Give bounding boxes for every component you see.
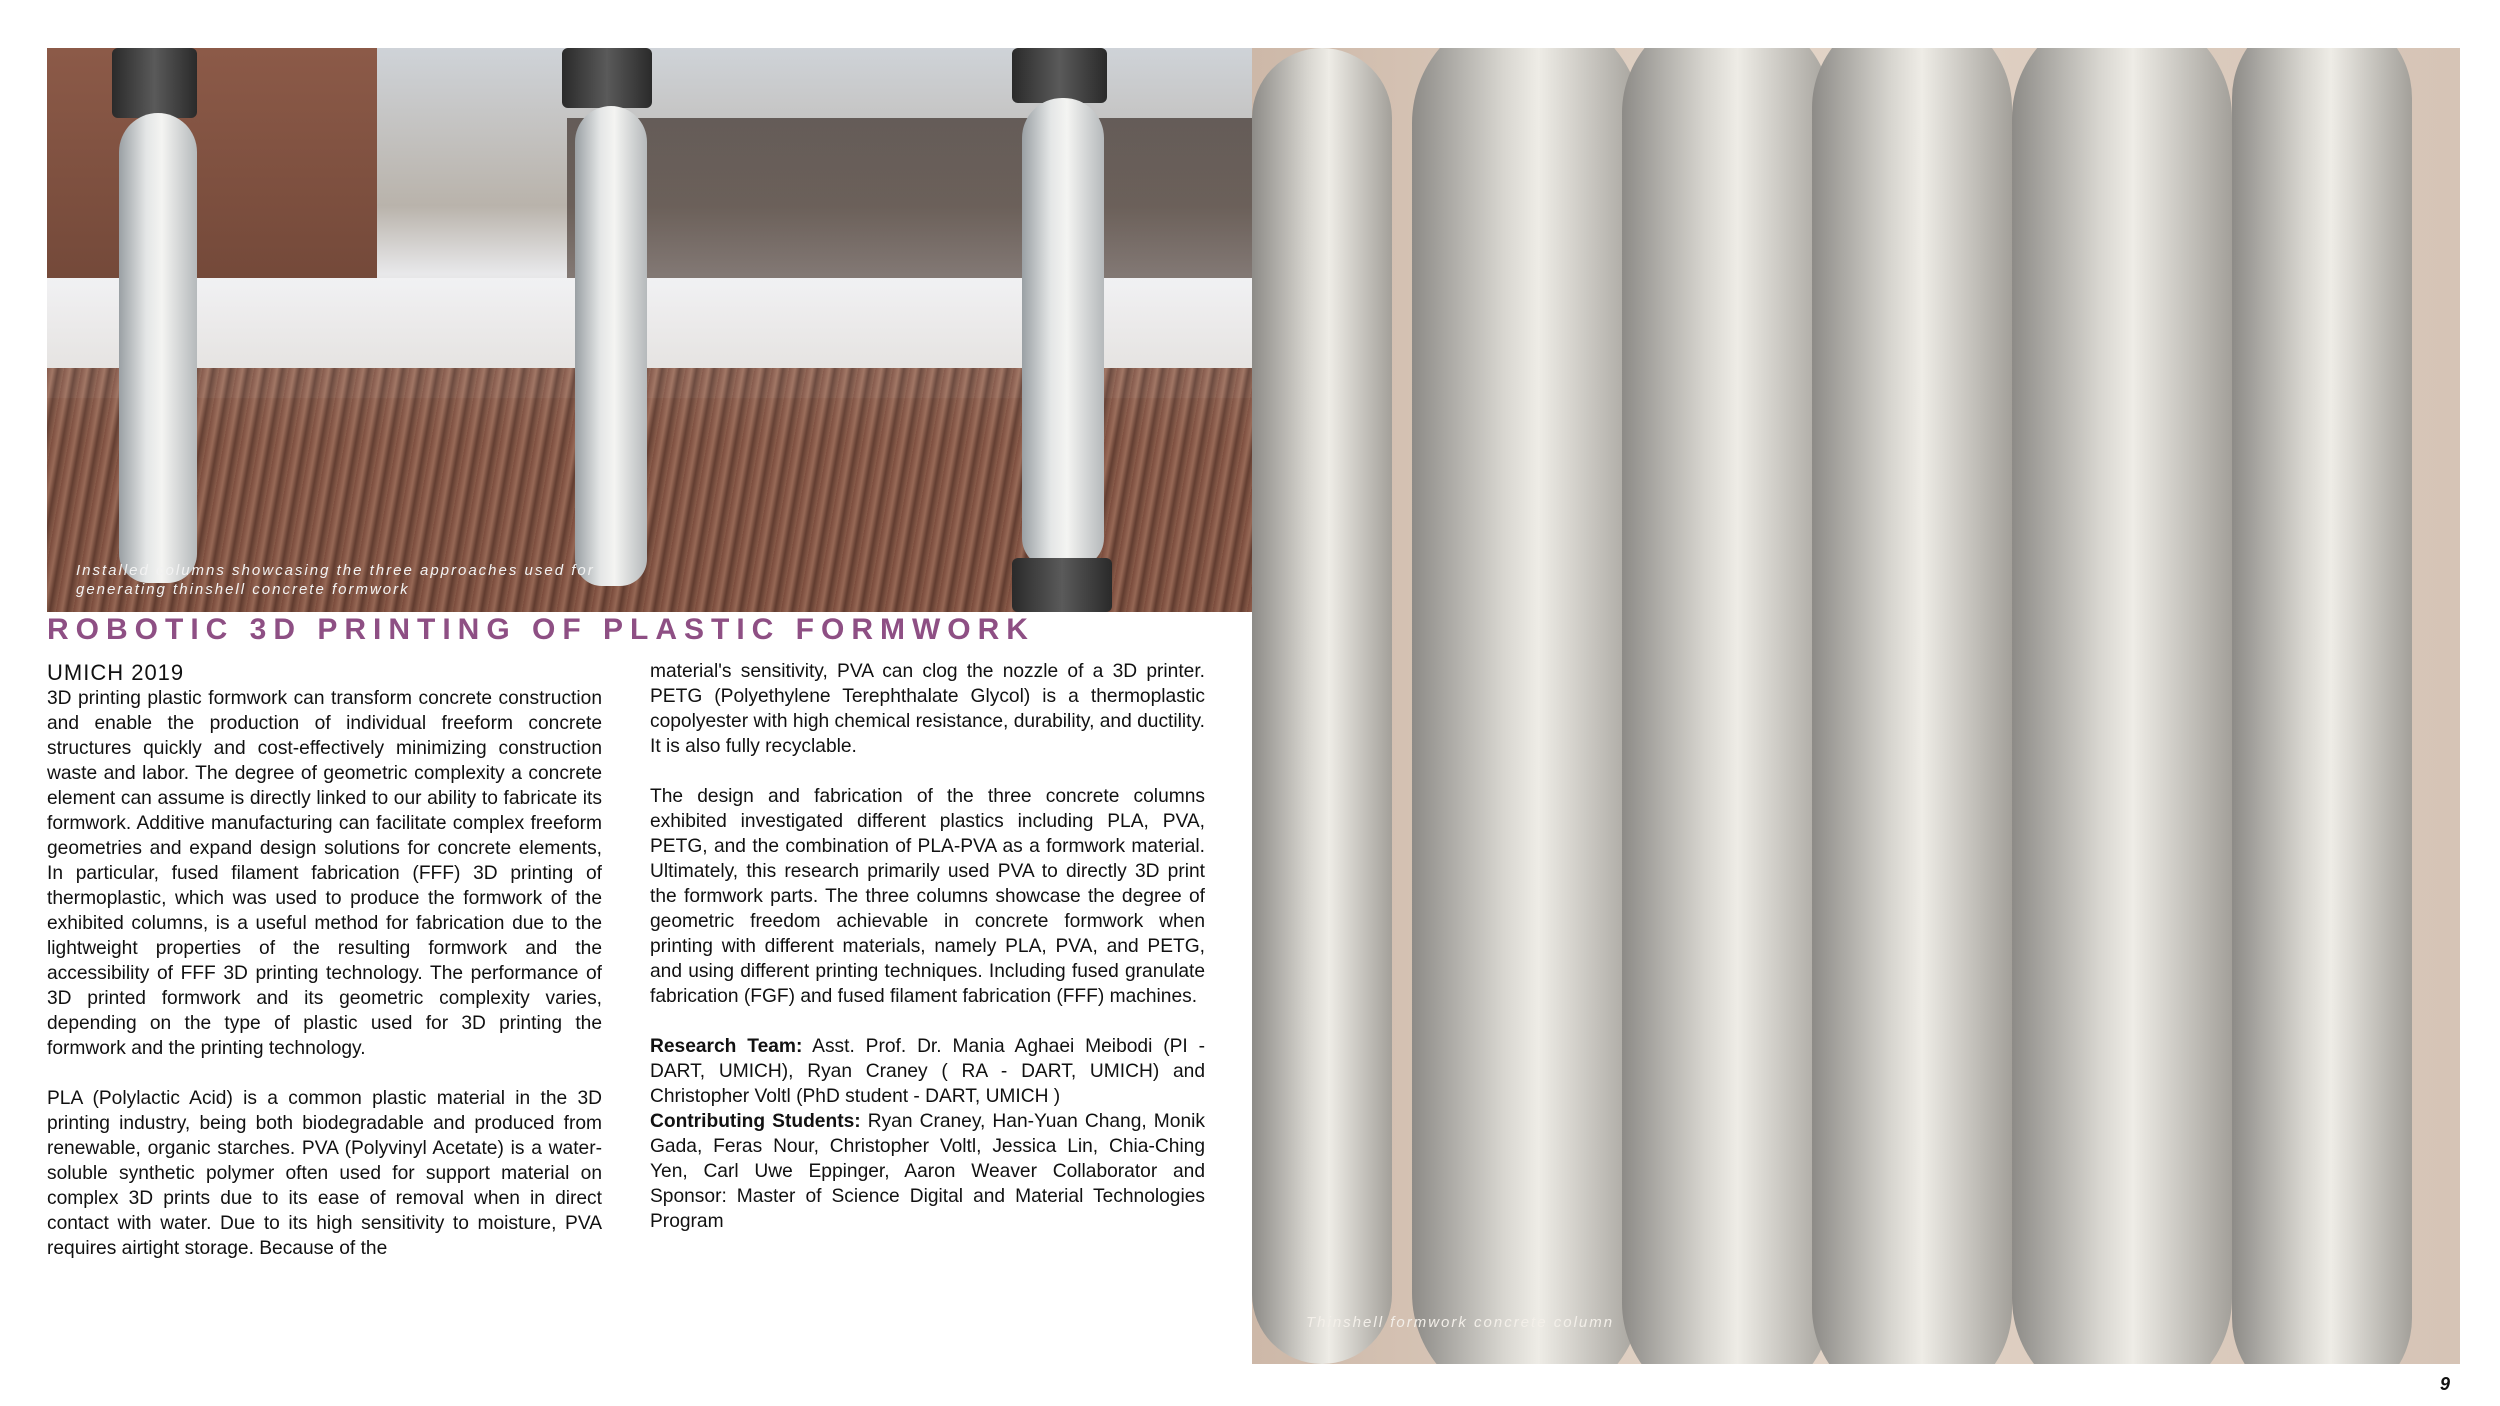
credits <box>650 1034 1205 1234</box>
concrete-strand <box>2012 48 2232 1364</box>
article-title: ROBOTIC 3D PRINTING OF PLASTIC FORMWORK <box>47 613 1035 646</box>
right-text-column <box>650 659 1205 1234</box>
concrete-strand <box>1252 48 1392 1364</box>
column-cap-2 <box>562 48 652 108</box>
thinshell-column-photo <box>1252 48 2460 1364</box>
column-cap-1 <box>112 48 197 118</box>
concrete-column-1 <box>119 113 197 583</box>
concrete-strand <box>1812 48 2012 1364</box>
right-photo-caption: Thinshell formwork concrete column <box>1306 1314 1615 1331</box>
paragraph: PLA (Polylactic Acid) is a common plastic material in the 3D printing industry, being both biodegradable and produced from renewable, organic starches. PVA (Polyvinyl Acetate) is a water-soluble synthetic polymer often used for support material on complex 3D prints due to its ease of removal when in direct contact with water. Due to its high sensitivity to moisture, PVA requires airtight storage. Because of the <box>47 1088 602 1259</box>
paragraph: material's sensitivity, PVA can clog the nozzle of a 3D printer. PETG (Polyethylene Terephthalate Glycol) is a thermoplastic copolyester with high chemical resistance, durability, and ductility. It is also fully recyclable. <box>650 661 1205 757</box>
students-text: Ryan Craney, Han-Yuan Chang, Monik Gada, Feras Nour, Christopher Voltl, Jessica Lin, Chia-Ching Yen, Carl Uwe Eppinger, Aaron Weaver Collaborator and Sponsor: Master of Science Digital and Material Technologies Program <box>650 1111 1205 1232</box>
article-subtitle: UMICH 2019 <box>47 660 185 685</box>
concrete-strand <box>2232 48 2412 1364</box>
installed-columns-photo <box>47 48 1254 612</box>
paragraph: 3D printing plastic formwork can transform concrete construction and enable the production of individual freeform concrete structures quickly and cost-effectively minimizing construction waste and labor. The degree of geometric complexity a concrete element can assume is directly linked to our ability to fabricate its formwork. Additive manufacturing can facilitate complex freeform geometries and expand design solutions for concrete elements, In particular, fused filament fabrication (FFF) 3D printing of thermoplastic, which was used to produce the formwork of the exhibited columns, is a useful method for fabrication due to the lightweight properties of the resulting formwork and the accessibility of FFF 3D printing technology. The performance of 3D printed formwork and its geometric complexity varies, depending on the type of plastic used for 3D printing the formwork and the printing technology. <box>47 688 602 1059</box>
students-label: Contributing Students: <box>650 1111 861 1132</box>
concrete-strand <box>1412 48 1642 1364</box>
left-text-column <box>47 686 602 1261</box>
paragraph: The design and fabrication of the three concrete columns exhibited investigated different plastics including PLA, PVA, PETG, and the combination of PLA-PVA as a formwork material. Ultimately, this research primarily used PVA to directly 3D print the formwork parts. The three columns showcase the degree of geometric freedom achievable in concrete formwork when printing with different materials, namely PLA, PVA, and PETG, and using different printing techniques. Including fused granulate fabrication (FGF) and fused filament fabrication (FFF) machines. <box>650 786 1205 1007</box>
left-photo-caption: Installed columns showcasing the three approaches used for generating thinshell concrete formwork <box>76 562 595 598</box>
concrete-column-2 <box>575 106 647 586</box>
column-base-3 <box>1012 558 1112 612</box>
research-team-text: Asst. Prof. Dr. Mania Aghaei Meibodi (PI - DART, UMICH), Ryan Craney ( RA - DART, UMICH) and Christopher Voltl (PhD student - DART, UMICH ) <box>650 1036 1205 1107</box>
concrete-strand <box>1622 48 1832 1364</box>
research-team-label: Research Team: <box>650 1036 803 1057</box>
column-cap-3 <box>1012 48 1107 103</box>
concrete-column-3 <box>1022 98 1104 568</box>
background-trees <box>567 118 1254 298</box>
page-number: 9 <box>2440 1374 2451 1394</box>
